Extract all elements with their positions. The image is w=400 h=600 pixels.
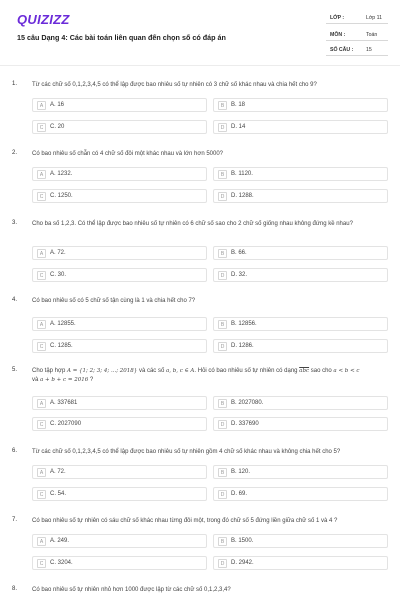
option-b[interactable] — [213, 246, 388, 260]
question-text — [32, 367, 387, 385]
option-b[interactable] — [213, 167, 388, 181]
option-text: C. 1250. — [50, 193, 73, 199]
option-letter: B — [218, 399, 227, 408]
question-text: Có bao nhiêu số chẵn có 4 chữ số đôi một khác nhau và lớn hơn 5000? — [32, 151, 224, 157]
option-a[interactable] — [32, 98, 207, 112]
option-letter: A — [37, 399, 46, 408]
math-sum: a + b + c = 2016 — [40, 377, 89, 383]
option-letter: A — [37, 320, 46, 329]
quizizz-logo: QUIZIZZ — [17, 12, 70, 27]
text-part: sao cho — [309, 368, 334, 374]
option-a[interactable] — [32, 534, 207, 548]
option-letter: A — [37, 537, 46, 546]
text-part: và — [32, 377, 41, 383]
meta-label: MÔN : — [330, 32, 346, 38]
option-text: A. 72. — [50, 250, 66, 256]
text-part: Cho tập hợp — [32, 368, 67, 374]
option-text: C. 1285. — [50, 343, 73, 349]
option-letter: B — [218, 537, 227, 546]
option-text: A. 16 — [50, 102, 65, 108]
option-letter: D — [218, 342, 227, 351]
option-text: D. 1286. — [231, 343, 254, 349]
math-membership: a, b, c ∈ A — [165, 368, 195, 374]
option-text: D. 2942. — [231, 560, 254, 566]
option-d[interactable] — [213, 120, 388, 134]
option-a[interactable] — [32, 246, 207, 260]
option-letter: B — [218, 468, 227, 477]
option-b[interactable] — [213, 465, 388, 479]
option-letter: A — [37, 249, 46, 258]
meta-label: SỐ CÂU : — [330, 47, 354, 53]
meta-subject — [326, 29, 388, 41]
option-d[interactable] — [213, 417, 388, 431]
meta-question-count — [326, 44, 388, 56]
question-text: Từ các chữ số 0,1,2,3,4,5 có thể lập được bao nhiêu số tự nhiên gồm 4 chữ số khác nhau và không chia hết cho 5? — [32, 449, 341, 455]
option-b[interactable] — [213, 317, 388, 331]
option-c[interactable] — [32, 417, 207, 431]
meta-value: 15 — [366, 47, 372, 53]
option-text: C. 20 — [50, 124, 65, 130]
option-letter: B — [218, 101, 227, 110]
meta-underline — [326, 40, 388, 41]
option-letter: A — [37, 468, 46, 477]
math-set: A = {1; 2; 3; 4; ...; 2018} — [66, 368, 138, 374]
option-text: A. 12855. — [50, 321, 76, 327]
option-letter: C — [37, 490, 46, 499]
option-text: B. 1500. — [231, 538, 254, 544]
option-text: C. 54. — [50, 491, 67, 497]
question-number: 5. — [12, 367, 18, 373]
option-letter: D — [218, 559, 227, 568]
math-inequality: a < b < c — [333, 368, 360, 374]
option-letter: B — [218, 249, 227, 258]
option-b[interactable] — [213, 396, 388, 410]
option-letter: D — [218, 192, 227, 201]
meta-value: Toán — [366, 32, 378, 38]
worksheet-header — [0, 0, 400, 66]
option-letter: C — [37, 271, 46, 280]
option-letter: A — [37, 170, 46, 179]
question-text: Từ các chữ số 0,1,2,3,4,5 có thể lập được bao nhiêu số tự nhiên có 3 chữ số khác nhau và chia hết cho 9? — [32, 82, 317, 88]
option-text: B. 120. — [231, 469, 251, 475]
option-letter: A — [37, 101, 46, 110]
option-text: B. 18 — [231, 102, 246, 108]
option-text: B. 12856. — [231, 321, 257, 327]
text-part: và các số — [137, 368, 166, 374]
option-d[interactable] — [213, 189, 388, 203]
option-letter: D — [218, 271, 227, 280]
option-letter: D — [218, 420, 227, 429]
option-d[interactable] — [213, 339, 388, 353]
option-c[interactable] — [32, 556, 207, 570]
option-text: C. 3204. — [50, 560, 73, 566]
option-text: B. 1120. — [231, 171, 253, 177]
question-number: 4. — [12, 297, 18, 303]
option-text: C. 2027090 — [50, 421, 82, 427]
option-d[interactable] — [213, 487, 388, 501]
question-number: 8. — [12, 586, 18, 592]
text-part: . Hỏi có bao nhiêu số tự nhiên có dạng — [194, 368, 300, 374]
option-a[interactable] — [32, 465, 207, 479]
option-c[interactable] — [32, 487, 207, 501]
option-text: A. 249. — [50, 538, 70, 544]
question-text: Có bao nhiêu số tự nhiên nhỏ hơn 1000 được lập từ các chữ số 0,1,2,3,4? — [32, 587, 231, 593]
option-text: D. 69. — [231, 491, 248, 497]
option-text: B. 66. — [231, 250, 247, 256]
option-c[interactable] — [32, 120, 207, 134]
option-text: A. 1232. — [50, 171, 73, 177]
question-text: Có bao nhiêu số tự nhiên có sáu chữ số khác nhau từng đôi một, trong đó chữ số 5 đứng liền giữa chữ số 1 và 4 ? — [32, 518, 338, 524]
option-text: A. 337681 — [50, 400, 78, 406]
page-title: 15 câu Dạng 4: Các bài toán liên quan đến chọn số có đáp án — [17, 33, 226, 42]
math-number-form: $\overline{abc}$ — [299, 368, 310, 374]
meta-value: Lớp 11 — [366, 15, 382, 21]
option-c[interactable] — [32, 189, 207, 203]
option-text: D. 14 — [231, 124, 246, 130]
option-d[interactable] — [213, 268, 388, 282]
option-a[interactable] — [32, 317, 207, 331]
meta-grade — [326, 12, 388, 24]
text-part: ? — [88, 377, 94, 383]
option-b[interactable] — [213, 98, 388, 112]
option-d[interactable] — [213, 556, 388, 570]
question-number: 1. — [12, 81, 18, 87]
question-text: Có bao nhiêu số có 5 chữ số tận cùng là 1 và chia hết cho 7? — [32, 298, 196, 304]
question-number: 2. — [12, 150, 18, 156]
option-letter: C — [37, 192, 46, 201]
question-number: 6. — [12, 448, 18, 454]
option-c[interactable] — [32, 339, 207, 353]
option-letter: C — [37, 420, 46, 429]
option-text: D. 337690 — [231, 421, 259, 427]
option-a[interactable] — [32, 396, 207, 410]
option-letter: D — [218, 123, 227, 132]
question-number: 7. — [12, 517, 18, 523]
question-text: Cho ba số 1,2,3. Có thể lập được bao nhiêu số tự nhiên có 6 chữ số sao cho 2 chữ số giống nhau không đứng kề nhau? — [32, 221, 353, 227]
option-a[interactable] — [32, 167, 207, 181]
option-letter: C — [37, 123, 46, 132]
option-text: C. 30. — [50, 272, 67, 278]
meta-underline — [326, 23, 388, 24]
option-text: D. 32. — [231, 272, 248, 278]
option-letter: C — [37, 559, 46, 568]
option-b[interactable] — [213, 534, 388, 548]
question-number: 3. — [12, 220, 18, 226]
option-letter: B — [218, 170, 227, 179]
meta-underline — [326, 55, 388, 56]
option-letter: B — [218, 320, 227, 329]
meta-label: LỚP : — [330, 15, 345, 21]
option-text: D. 1288. — [231, 193, 254, 199]
option-c[interactable] — [32, 268, 207, 282]
option-text: B. 2027080. — [231, 400, 264, 406]
option-letter: D — [218, 490, 227, 499]
option-letter: C — [37, 342, 46, 351]
option-text: A. 72. — [50, 469, 66, 475]
